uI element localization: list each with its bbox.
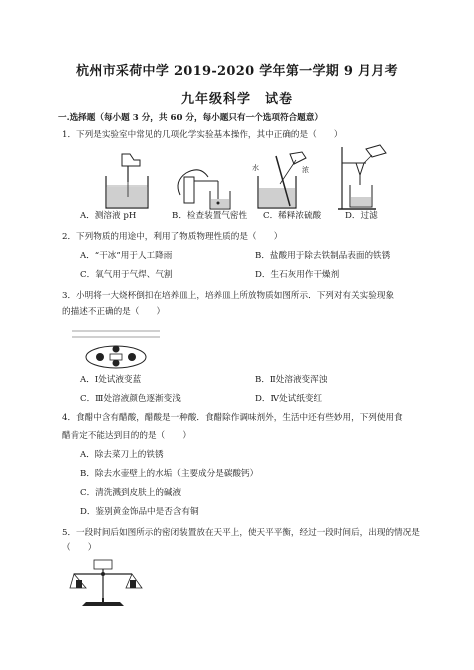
q4-option-d: D．鉴别黄金饰品中是否含有铜	[80, 507, 199, 517]
q2-option-b: B．盐酸用于除去铁制品表面的铁锈	[255, 251, 391, 261]
svg-text:浓: 浓	[302, 166, 309, 174]
q3-figure	[70, 325, 162, 371]
q3-option-c: C．Ⅲ处溶液颜色逐渐变浅	[80, 394, 181, 404]
q2-option-d: D．生石灰用作干燥剂	[255, 270, 340, 280]
q1-option-d: D．过滤	[345, 211, 378, 221]
q3-stem-line2: 的描述不正确的是（ ）	[62, 307, 166, 317]
q2-option-a: A．“干冰”用于人工降雨	[80, 251, 173, 261]
q5-balance-figure	[68, 558, 152, 608]
q3-option-d: D．Ⅳ处试纸变红	[255, 394, 323, 404]
q1-figure-b	[170, 155, 240, 213]
q1-option-a: A．测溶液 pH	[80, 211, 137, 221]
q2-option-c: C．氧气用于气焊、气割	[80, 270, 173, 280]
q1-option-c: C．稀释浓硫酸	[263, 211, 322, 221]
q3-option-a: A．Ⅰ处试液变蓝	[80, 375, 142, 385]
q4-option-b: B．除去水壶壁上的水垢（主要成分是碳酸钙）	[80, 469, 259, 479]
q1-option-b: B．检查装置气密性	[172, 211, 248, 221]
exam-subtitle: 九年级科学 试卷	[180, 92, 293, 107]
q2-stem: 2．下列物质的用途中，利用了物质物理性质的是（ ）	[62, 232, 283, 242]
q4-option-a: A．除去菜刀上的铁锈	[80, 450, 164, 460]
q3-stem-line1: 3．小明将一大烧杯倒扣在培养皿上，培养皿上所放物质如图所示．下列对有关实验现象	[62, 291, 395, 301]
svg-text:水: 水	[252, 164, 259, 172]
q5-stem-line1: 5．一段时间后如图所示的密闭装置放在天平上，使天平平衡，经过一段时间后，出现的情况是	[62, 528, 420, 538]
q1-stem: 1．下列是实验室中常见的几项化学实验基本操作，其中正确的是（ ）	[62, 130, 343, 140]
q4-stem-line1: 4．食醋中含有醋酸，醋酸是一种酸．食醋除作调味剂外，生活中还有些妙用，下列使用食	[62, 413, 403, 423]
q4-stem-line2: 醋肯定不能达到目的的是（ ）	[62, 431, 191, 441]
exam-title: 杭州市采荷中学 2019-2020 学年第一学期 9 月月考	[76, 64, 398, 79]
q5-stem-line2: （ ）	[62, 543, 97, 553]
q4-option-c: C．清洗溅到皮肤上的碱液	[80, 488, 182, 498]
q3-option-b: B．Ⅱ处溶液变浑浊	[255, 375, 328, 385]
q1-figure-c	[250, 150, 312, 212]
section-heading: 一.选择题（每小题 3 分，共 60 分，每小题只有一个选项符合题意）	[58, 113, 323, 123]
q1-figure-d	[336, 143, 396, 213]
q1-figure-a	[92, 152, 164, 212]
